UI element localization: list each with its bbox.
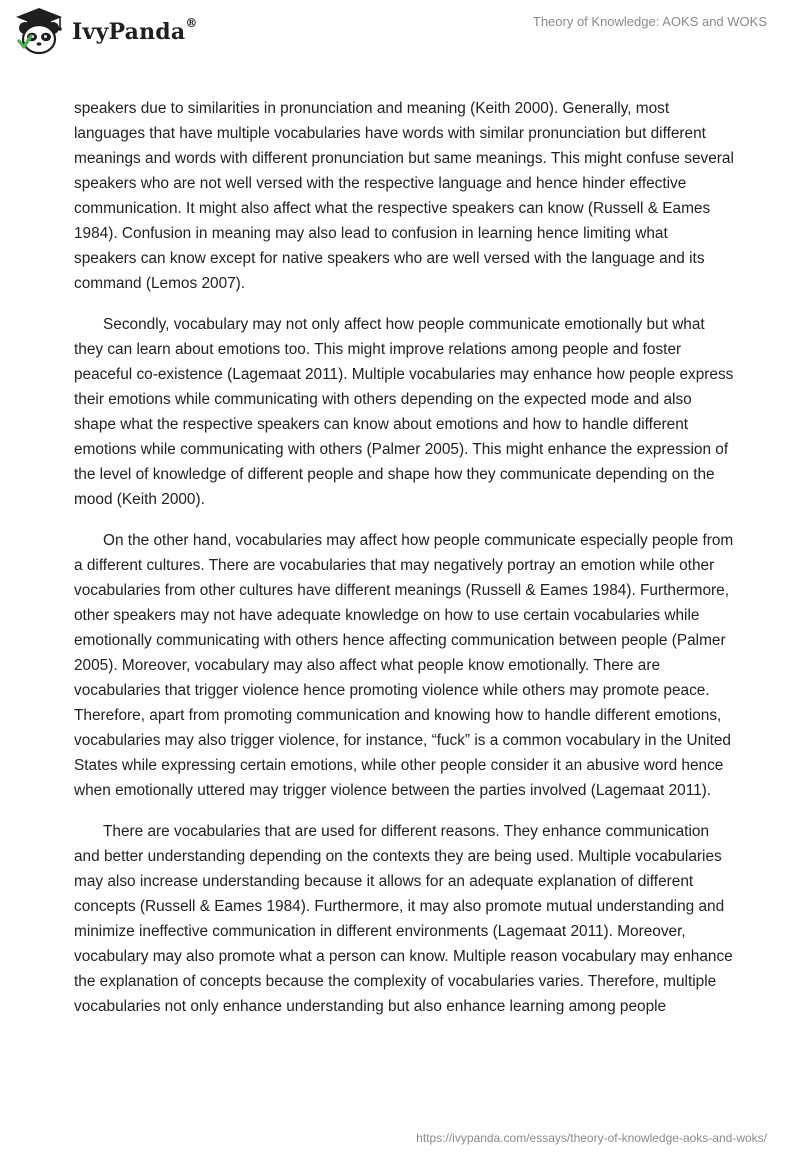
ivypanda-logo[interactable]: [10, 6, 198, 58]
paragraph: There are vocabularies that are used for different reasons. They enhance communication and better understanding depending on the contexts they are being used. Multiple vocabularies may also increase understanding because it allows for an adequate explanation of different concepts (Russell & Eames 1984). Furthermore, it may also promote mutual understanding and minimize ineffective communication in different environments (Lagemaat 2011). Moreover, vocabulary may also promote what a person can know. Multiple reason vocabulary may enhance the explanation of concepts because the complexity of vocabularies varies. Therefore, multiple vocabularies not only enhance understanding but also enhance learning among people: [74, 823, 733, 1015]
panda-graduate-icon: [10, 6, 68, 58]
document-title: Theory of Knowledge: AOKS and WOKS: [532, 14, 767, 29]
source-url[interactable]: https://ivypanda.com/essays/theory-of-knowledge-aoks-and-woks/: [416, 1131, 767, 1145]
essay-body: [74, 96, 734, 1035]
paragraph: speakers due to similarities in pronunciation and meaning (Keith 2000). Generally, most languages that have multiple vocabularies have words with similar pronunciation but different meanings and words with different pronunciation but same meanings. This might confuse several speakers who are not well versed with the respective language and hence hinder effective communication. It might also affect what the respective speakers can know (Russell & Eames 1984). Confusion in meaning may also lead to confusion in learning hence limiting what speakers can know except for native speakers who are well versed with the language and its command (Lemos 2007).: [74, 100, 734, 292]
page-header: [0, 0, 800, 70]
brand-name: IvyPanda®: [72, 15, 198, 45]
paragraph: Secondly, vocabulary may not only affect how people communicate emotionally but what they can learn about emotions too. This might improve relations among people and foster peaceful co-existence (Lagemaat 2011). Multiple vocabularies may enhance how people express their emotions while communicating with others depending on the expected mode and also shape what the respective speakers can know about emotions and how to handle different emotions while communicating with others (Palmer 2005). This might enhance the expression of the level of knowledge of different people and shape how they communicate depending on the mood (Keith 2000).: [74, 316, 734, 508]
paragraph: On the other hand, vocabularies may affect how people communicate especially people from a different cultures. There are vocabularies that may negatively portray an emotion while other vocabularies from other cultures have different meanings (Russell & Eames 1984). Furthermore, other speakers may not have adequate knowledge on how to use certain vocabularies while emotionally communicating with others hence affecting communication between people (Palmer 2005). Moreover, vocabulary may also affect what people know emotionally. There are vocabularies that trigger violence hence promoting violence while others may promote peace. Therefore, apart from promoting communication and knowing how to handle different emotions, vocabularies may also trigger violence, for instance, “fuck” is a common vocabulary in the United States while expressing certain emotions, while other people consider it an abusive word hence when emotionally uttered may trigger violence between the parties involved (Lagemaat 2011).: [74, 532, 734, 799]
